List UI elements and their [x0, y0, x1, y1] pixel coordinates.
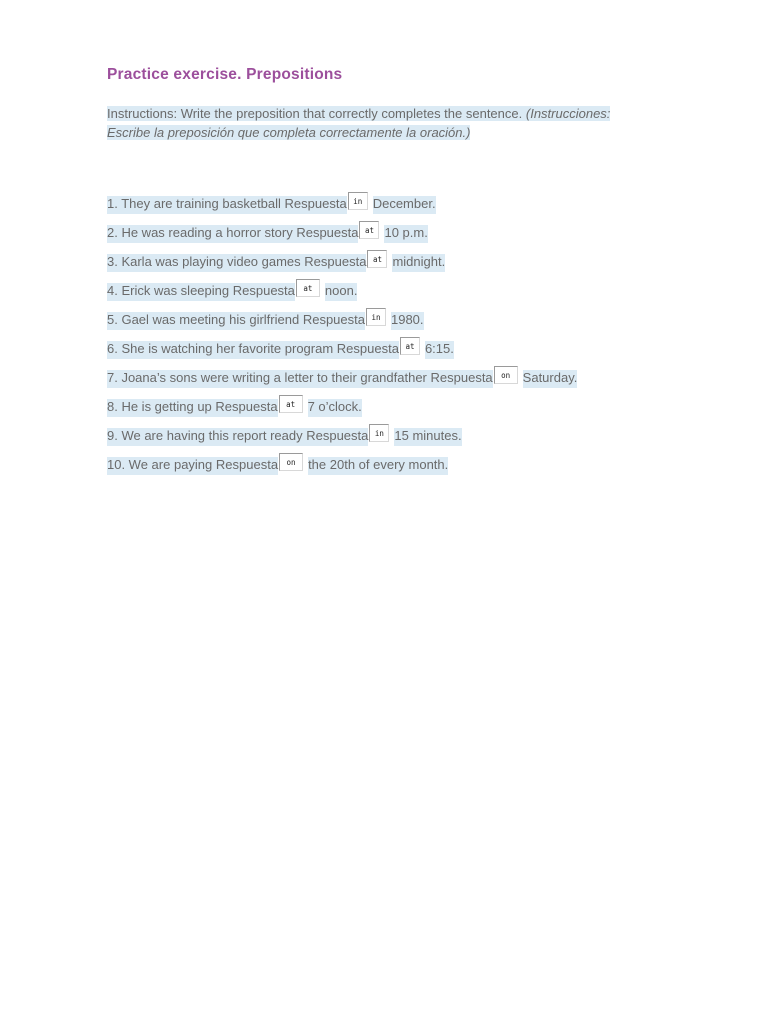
question-text: 3. Karla was playing video games [107, 254, 301, 269]
question-1 [107, 185, 577, 214]
question-4 [107, 272, 577, 301]
question-text: 4. Erick was sleeping [107, 283, 230, 298]
question-ending: 15 minutes. [394, 428, 461, 446]
question-ending: 7 o’clock. [308, 399, 362, 417]
question-9 [107, 417, 577, 446]
question-text: 1. They are training basketball [107, 196, 281, 211]
question-ending: the 20th of every month. [308, 457, 448, 475]
instructions [107, 104, 627, 142]
answer-label: Respuesta [284, 196, 347, 211]
question-ending: 6:15. [425, 341, 454, 359]
question-10 [107, 446, 577, 475]
question-text: 2. He was reading a horror story [107, 225, 293, 240]
answer-input[interactable] [359, 221, 379, 239]
answer-label: Respuesta [302, 312, 365, 327]
answer-label: Respuesta [215, 457, 279, 472]
answer-input[interactable] [348, 192, 368, 210]
question-text: 8. He is getting up [107, 399, 212, 414]
question-ending: noon. [325, 283, 358, 301]
page-title: Practice exercise. Prepositions [107, 66, 343, 83]
instructions-text: Instructions: Write the preposition that correctly completes the sentence. [107, 106, 523, 121]
question-3 [107, 243, 577, 272]
question-text: 10. We are paying [107, 457, 213, 472]
answer-label: Respuesta [336, 341, 399, 356]
answer-label: Respuesta [306, 428, 369, 443]
answer-input[interactable] [279, 453, 303, 471]
question-text: 6. She is watching her favorite program [107, 341, 334, 356]
answer-input[interactable] [400, 337, 420, 355]
question-ending: 1980. [391, 312, 424, 330]
question-ending: 10 p.m. [384, 225, 427, 243]
answer-input[interactable] [494, 366, 518, 384]
question-6 [107, 330, 577, 359]
question-8 [107, 388, 577, 417]
question-ending: midnight. [392, 254, 445, 272]
answer-input[interactable] [366, 308, 386, 326]
answer-input[interactable] [367, 250, 387, 268]
question-5 [107, 301, 577, 330]
answer-input[interactable] [279, 395, 303, 413]
question-text: 7. Joana’s sons were writing a letter to their grandfather [107, 370, 427, 385]
question-ending: December. [373, 196, 436, 214]
answer-label: Respuesta [304, 254, 367, 269]
instructions-translation: (Instrucciones: Escribe la preposición que completa correctamente la oración.) [107, 106, 611, 140]
question-text: 5. Gael was meeting his girlfriend [107, 312, 300, 327]
question-2 [107, 214, 577, 243]
answer-label: Respuesta [430, 370, 493, 385]
answer-input[interactable] [296, 279, 320, 297]
question-list [107, 185, 577, 475]
answer-label: Respuesta [296, 225, 359, 240]
question-7 [107, 359, 577, 388]
answer-label: Respuesta [232, 283, 295, 298]
answer-input[interactable] [369, 424, 389, 442]
question-ending: Saturday. [523, 370, 578, 388]
answer-label: Respuesta [215, 399, 278, 414]
question-text: 9. We are having this report ready [107, 428, 303, 443]
